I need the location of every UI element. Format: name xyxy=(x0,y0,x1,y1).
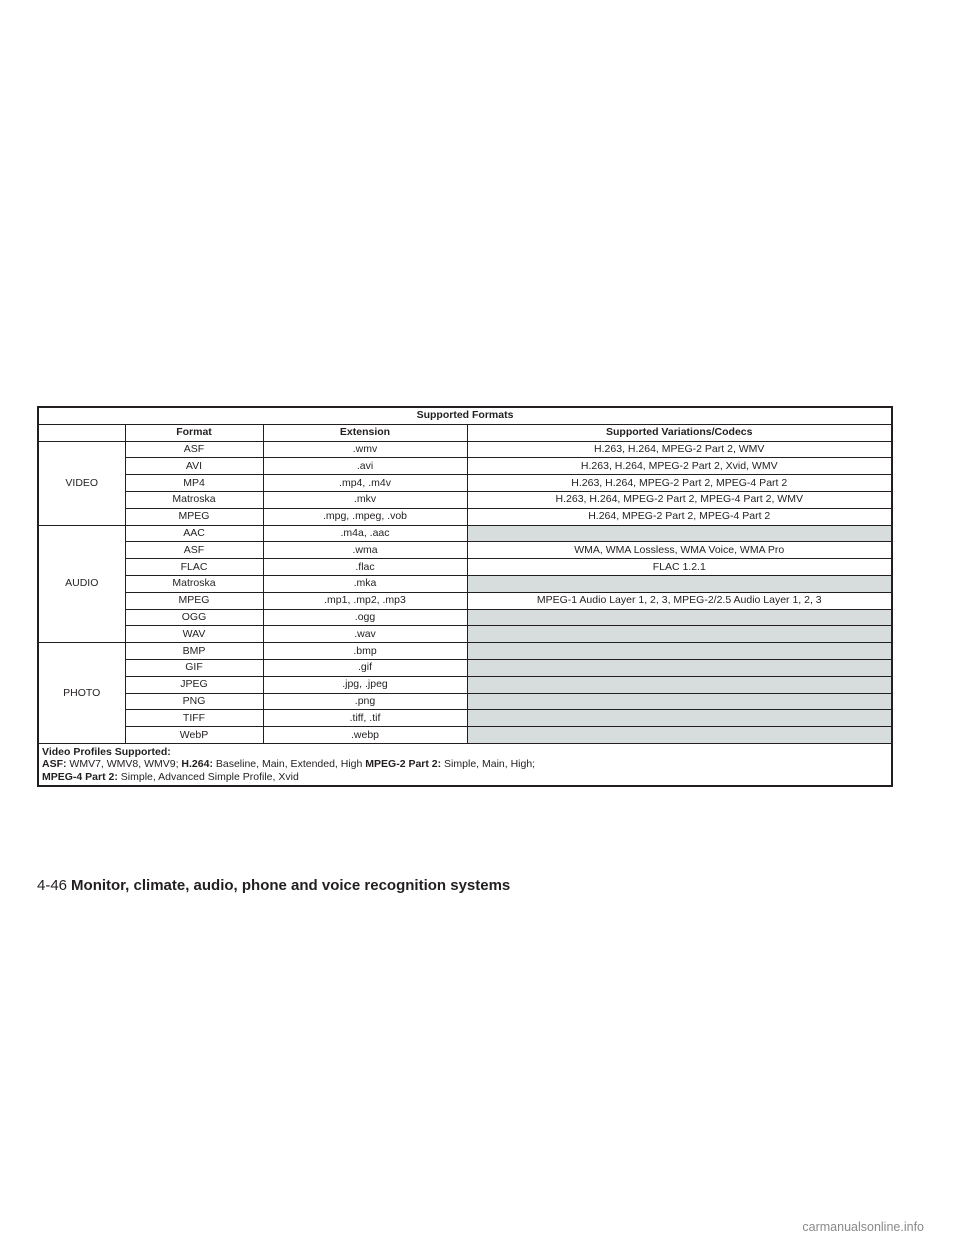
codecs-cell: MPEG-1 Audio Layer 1, 2, 3, MPEG-2/2.5 Audio Layer 1, 2, 3 xyxy=(467,592,892,609)
format-cell: Matroska xyxy=(125,491,263,508)
format-cell: MP4 xyxy=(125,475,263,492)
table-row xyxy=(38,693,892,710)
format-cell: WAV xyxy=(125,626,263,643)
format-cell: MPEG xyxy=(125,592,263,609)
notes-heading: Video Profiles Supported: xyxy=(42,745,171,758)
empty-codecs-cell xyxy=(467,727,892,744)
extension-cell: .mpg, .mpeg, .vob xyxy=(263,508,467,525)
extension-cell: .tiff, .tif xyxy=(263,710,467,727)
empty-codecs-cell xyxy=(467,626,892,643)
empty-codecs-cell xyxy=(467,643,892,660)
header-extension: Extension xyxy=(263,424,467,441)
group-label-photo: PHOTO xyxy=(38,643,125,744)
codecs-cell: H.263, H.264, MPEG-2 Part 2, WMV xyxy=(467,441,892,458)
mpeg2-profile-value: Simple, Main, High; xyxy=(441,758,536,771)
table-row xyxy=(38,609,892,626)
extension-cell: .wma xyxy=(263,542,467,559)
empty-codecs-cell xyxy=(467,710,892,727)
table-row xyxy=(38,475,892,492)
table-row xyxy=(38,491,892,508)
extension-cell: .m4a, .aac xyxy=(263,525,467,542)
page-footer xyxy=(37,877,510,895)
table-row xyxy=(38,508,892,525)
extension-cell: .wmv xyxy=(263,441,467,458)
h264-profile-label: H.264: xyxy=(181,758,213,771)
format-cell: BMP xyxy=(125,643,263,660)
empty-codecs-cell xyxy=(467,575,892,592)
format-cell: TIFF xyxy=(125,710,263,727)
format-cell: PNG xyxy=(125,693,263,710)
format-cell: WebP xyxy=(125,727,263,744)
page-number: 4-46 xyxy=(37,877,68,894)
table-row xyxy=(38,643,892,660)
group-label-video: VIDEO xyxy=(38,441,125,525)
extension-cell: .wav xyxy=(263,626,467,643)
codecs-cell: H.263, H.264, MPEG-2 Part 2, MPEG-4 Part 2, WMV xyxy=(467,491,892,508)
extension-cell: .mp4, .m4v xyxy=(263,475,467,492)
extension-cell: .mkv xyxy=(263,491,467,508)
extension-cell: .flac xyxy=(263,559,467,576)
table-row xyxy=(38,626,892,643)
table-row xyxy=(38,525,892,542)
extension-cell: .jpg, .jpeg xyxy=(263,676,467,693)
codecs-cell: WMA, WMA Lossless, WMA Voice, WMA Pro xyxy=(467,542,892,559)
video-profiles-notes xyxy=(38,743,892,786)
format-cell: GIF xyxy=(125,659,263,676)
extension-cell: .png xyxy=(263,693,467,710)
asf-profile-label: ASF: xyxy=(42,758,67,771)
format-cell: ASF xyxy=(125,441,263,458)
group-label-audio: AUDIO xyxy=(38,525,125,643)
header-format: Format xyxy=(125,424,263,441)
empty-codecs-cell xyxy=(467,676,892,693)
format-cell: AAC xyxy=(125,525,263,542)
header-codecs: Supported Variations/Codecs xyxy=(467,424,892,441)
table-row xyxy=(38,659,892,676)
extension-cell: .mka xyxy=(263,575,467,592)
supported-formats-table xyxy=(37,406,893,787)
table-row xyxy=(38,710,892,727)
mpeg4-profile-value: Simple, Advanced Simple Profile, Xvid xyxy=(117,770,299,783)
section-title: Monitor, climate, audio, phone and voice recognition systems xyxy=(71,877,511,894)
format-cell: JPEG xyxy=(125,676,263,693)
table-row xyxy=(38,727,892,744)
codecs-cell: H.263, H.264, MPEG-2 Part 2, Xvid, WMV xyxy=(467,458,892,475)
empty-codecs-cell xyxy=(467,659,892,676)
format-cell: OGG xyxy=(125,609,263,626)
table-row xyxy=(38,592,892,609)
format-cell: ASF xyxy=(125,542,263,559)
codecs-cell: H.263, H.264, MPEG-2 Part 2, MPEG-4 Part 2 xyxy=(467,475,892,492)
mpeg2-profile-label: MPEG-2 Part 2: xyxy=(365,758,442,771)
asf-profile-value: WMV7, WMV8, WMV9; xyxy=(66,758,182,771)
format-cell: FLAC xyxy=(125,559,263,576)
format-cell: Matroska xyxy=(125,575,263,592)
h264-profile-value: Baseline, Main, Extended, High xyxy=(212,758,366,771)
codecs-cell: H.264, MPEG-2 Part 2, MPEG-4 Part 2 xyxy=(467,508,892,525)
extension-cell: .avi xyxy=(263,458,467,475)
codecs-cell: FLAC 1.2.1 xyxy=(467,559,892,576)
extension-cell: .gif xyxy=(263,659,467,676)
empty-codecs-cell xyxy=(467,609,892,626)
extension-cell: .webp xyxy=(263,727,467,744)
empty-codecs-cell xyxy=(467,525,892,542)
watermark-text: carmanualsonline.info xyxy=(802,1220,924,1234)
empty-codecs-cell xyxy=(467,693,892,710)
table-title: Supported Formats xyxy=(38,407,892,424)
format-cell: MPEG xyxy=(125,508,263,525)
header-group xyxy=(38,424,125,441)
extension-cell: .bmp xyxy=(263,643,467,660)
mpeg4-profile-label: MPEG-4 Part 2: xyxy=(42,770,118,783)
table-row xyxy=(38,542,892,559)
table-row xyxy=(38,575,892,592)
format-cell: AVI xyxy=(125,458,263,475)
table-row xyxy=(38,676,892,693)
table-row xyxy=(38,559,892,576)
table-row xyxy=(38,458,892,475)
extension-cell: .ogg xyxy=(263,609,467,626)
extension-cell: .mp1, .mp2, .mp3 xyxy=(263,592,467,609)
notes-row xyxy=(38,743,892,786)
table-row xyxy=(38,441,892,458)
